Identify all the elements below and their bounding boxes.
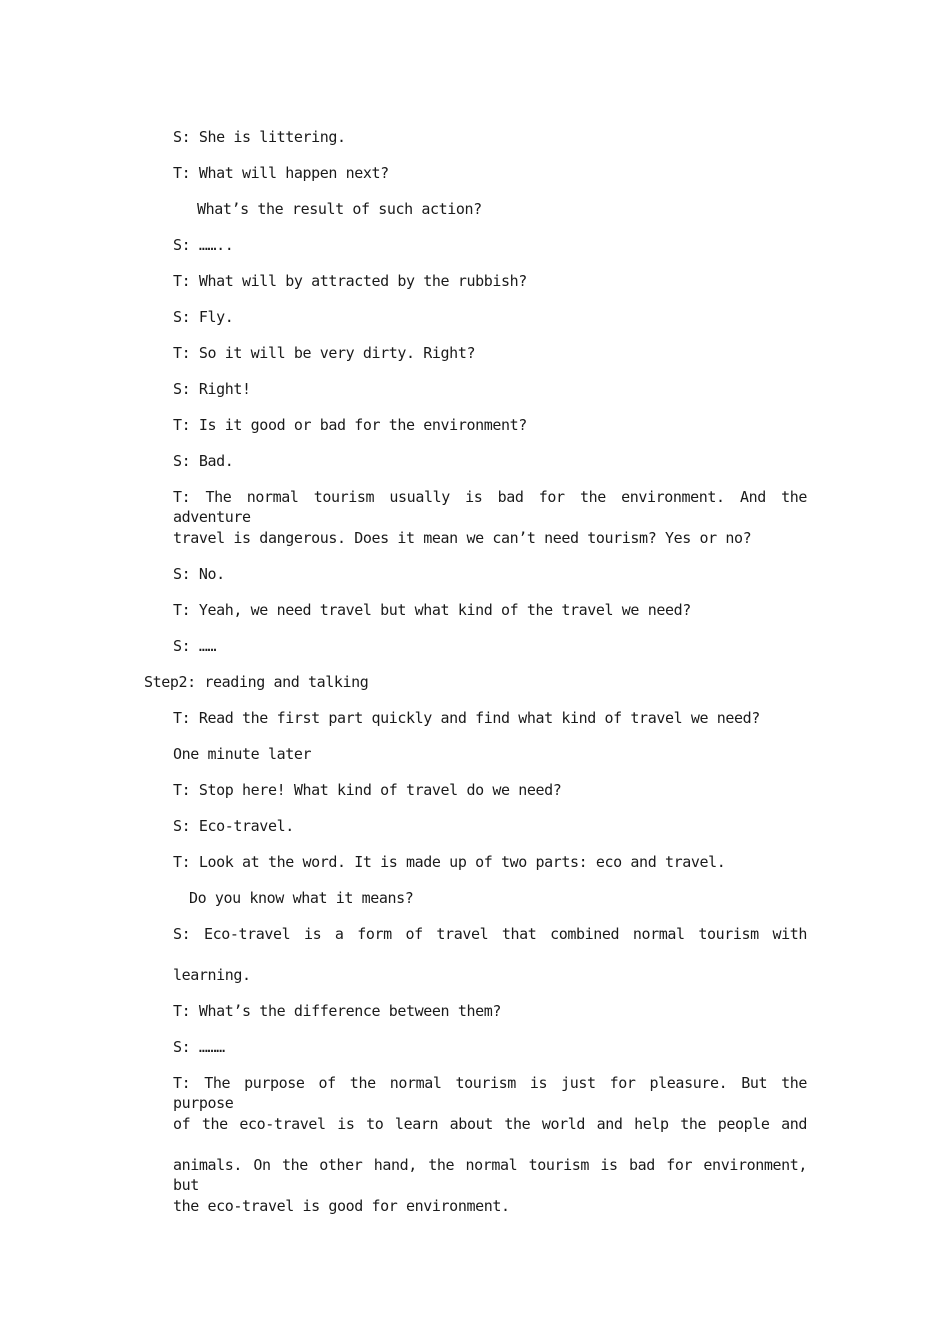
dialogue-line: S: She is littering. (173, 128, 346, 146)
dialogue-line: T: So it will be very dirty. Right? (173, 344, 476, 362)
dialogue-line: One minute later (173, 745, 312, 763)
dialogue-line: learning. (173, 966, 251, 984)
dialogue-line: of the eco-travel is to learn about the world and help the people and (173, 1115, 807, 1133)
dialogue-line: S: Eco-travel is a form of travel that combined normal tourism with (173, 925, 807, 943)
dialogue-line: T: Is it good or bad for the environment? (173, 416, 527, 434)
dialogue-line: S: …… (173, 637, 217, 655)
dialogue-line: T: The purpose of the normal tourism is just for pleasure. But the purpose (173, 1074, 807, 1112)
dialogue-line: T: Yeah, we need travel but what kind of the travel we need? (173, 601, 691, 619)
dialogue-line: T: What will happen next? (173, 164, 389, 182)
dialogue-line: S: Eco-travel. (173, 817, 294, 835)
dialogue-line: S: Bad. (173, 452, 234, 470)
dialogue-line: T: Stop here! What kind of travel do we need? (173, 781, 562, 799)
dialogue-line: T: Look at the word. It is made up of two parts: eco and travel. (173, 853, 726, 871)
dialogue-line: S: Fly. (173, 308, 234, 326)
dialogue-line: T: Read the first part quickly and find what kind of travel we need? (173, 709, 760, 727)
dialogue-line: S: ……… (173, 1038, 225, 1056)
dialogue-line: the eco-travel is good for environment. (173, 1197, 510, 1215)
dialogue-line: Do you know what it means? (189, 889, 414, 907)
dialogue-line: T: What’s the difference between them? (173, 1002, 501, 1020)
dialogue-line: travel is dangerous. Does it mean we can’t need tourism? Yes or no? (173, 529, 752, 547)
dialogue-line: T: What will by attracted by the rubbish? (173, 272, 527, 290)
dialogue-line: S: …….. (173, 236, 234, 254)
dialogue-line: S: No. (173, 565, 225, 583)
dialogue-line: What’s the result of such action? (197, 200, 482, 218)
dialogue-line: animals. On the other hand, the normal tourism is bad for environment, but (173, 1156, 807, 1194)
dialogue-line: S: Right! (173, 380, 251, 398)
dialogue-line: T: The normal tourism usually is bad for the environment. And the adventure (173, 488, 807, 526)
step-heading: Step2: reading and talking (144, 673, 369, 691)
